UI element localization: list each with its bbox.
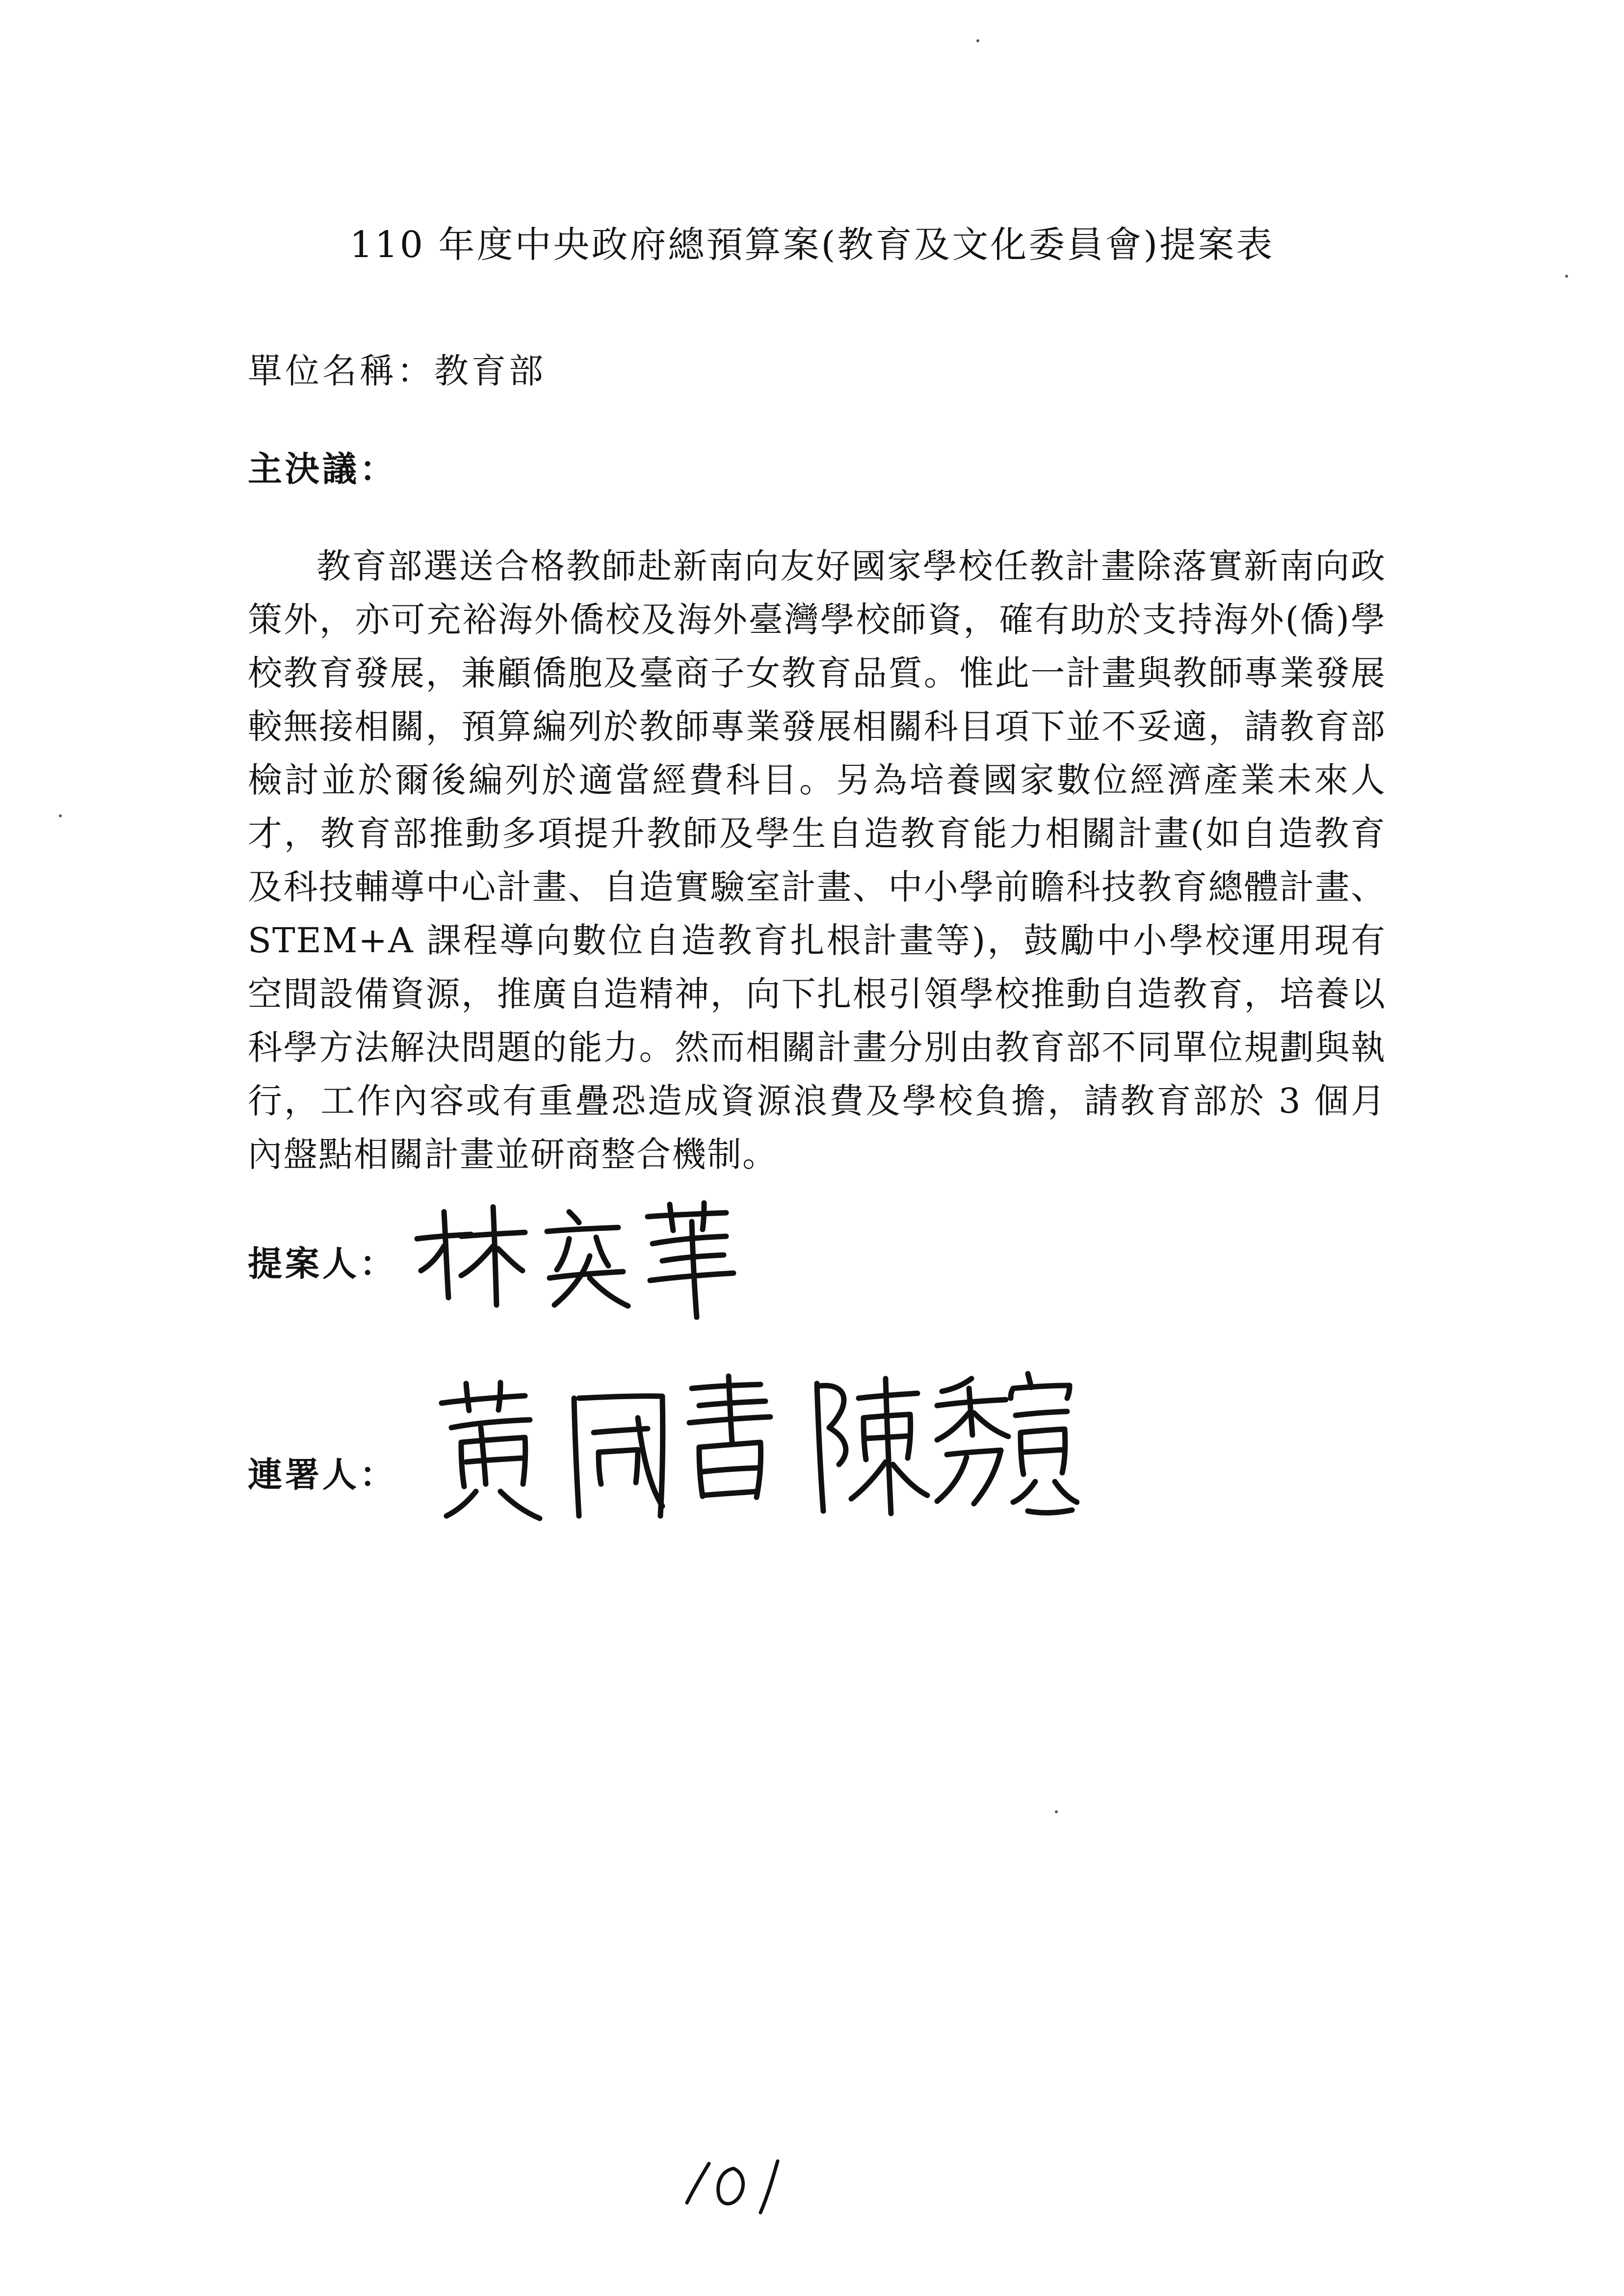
- document-title: 110 年度中央政府總預算案(教育及文化委員會)提案表: [349, 224, 1275, 266]
- scan-speck: [59, 814, 62, 817]
- proposer-label: 提案人：: [248, 1243, 397, 1284]
- unit-label: 單位名稱：: [248, 351, 434, 391]
- scan-speck: [1565, 275, 1568, 278]
- page-number: [672, 2154, 795, 2218]
- unit-value: 教育部: [434, 351, 546, 391]
- resolution-heading: 主決議：: [248, 448, 397, 489]
- cosigner-label: 連署人：: [248, 1454, 397, 1495]
- unit-line: [248, 343, 546, 393]
- proposer-signature: [407, 1192, 751, 1320]
- scan-speck: [1055, 1810, 1058, 1813]
- scan-speck: [976, 39, 979, 42]
- cosigner-signature-2: [805, 1364, 1079, 1526]
- resolution-body: 教育部選送合格教師赴新南向友好國家學校任教計畫除落實新南向政策外，亦可充裕海外僑校及海外臺灣學校師資，確有助於支持海外(僑)學校教育發展，兼顧僑胞及臺商子女教育品質。惟此一計畫與教師專業發展較無接相關，預算編列於教師專業發展相關科目項下並不妥適，請教育部檢討並於爾後編列於適當經費科目。另為培養國家數位經濟產業未來人才，教育部推動多項提升教師及學生自造教育能力相關計畫(如自造教育及科技輔導中心計畫、自造實驗室計畫、中小學前瞻科技教育總體計畫、STEM+A 課程導向數位自造教育扎根計畫等)，鼓勵中小學校運用現有空間設備資源，推廣自造精神，向下扎根引領學校推動自造教育，培養以科學方法解決問題的能力。然而相關計畫分別由教育部不同單位規劃與執行，工作內容或有重疊恐造成資源浪費及學校負擔，請教育部於 3 個月內盤點相關計畫並研商整合機制。: [248, 546, 1386, 1174]
- cosigner-signature-1: [432, 1369, 775, 1531]
